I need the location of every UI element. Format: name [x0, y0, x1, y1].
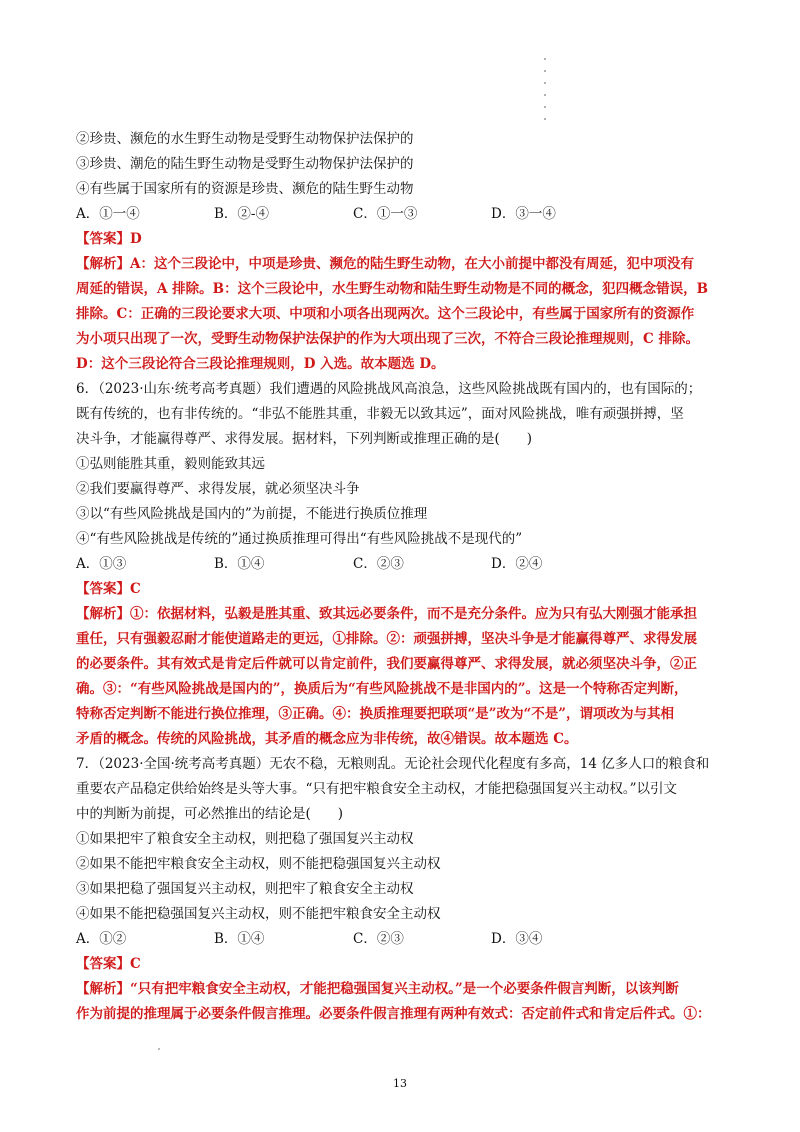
q7-item-4: ④如果不能把稳强国复兴主动权，则不能把牢粮食安全主动权	[76, 906, 441, 922]
q5-options	[76, 205, 740, 223]
q7-stem-line: 中的判断为前提，可必然推出的结论是( )	[76, 806, 344, 822]
q6-analysis-line: 特称否定判断不能进行换位推理，③正确。④：换质推理要把联项“是”改为“不是”，谓项改为与其相	[76, 706, 675, 722]
q7-options	[76, 930, 740, 948]
q5-item-2: ②珍贵、濒危的水生野生动物是受野生动物保护法保护的	[76, 131, 414, 147]
q6-analysis-line: 确。③：“有些风险挑战是国内的”，换质后为“有些风险挑战不是非国内的”。这是一个特称否定判断，	[76, 681, 688, 697]
margin-dots	[543, 58, 549, 130]
dot	[544, 70, 546, 72]
q6-options	[76, 555, 740, 573]
q5-answer: 【答案】D	[76, 231, 142, 247]
q6-option-d: D．②④	[491, 556, 543, 572]
q7-option-a: A．①②	[76, 931, 127, 947]
q7-item-3: ③如果把稳了强国复兴主动权，则把牢了粮食安全主动权	[76, 881, 414, 897]
q7-item-1: ①如果把牢了粮食安全主动权，则把稳了强国复兴主动权	[76, 831, 414, 847]
q6-item-1: ①弘则能胜其重，毅则能致其远	[76, 456, 265, 472]
q6-stem-line: 决斗争，才能赢得尊严、求得发展。据材料，下列判断或推理正确的是( )	[76, 431, 533, 447]
dot	[544, 82, 546, 84]
q5-option-c: C．①一③	[353, 206, 418, 222]
q6-item-3: ③以“有些风险挑战是国内的”为前提，不能进行换质位推理	[76, 506, 428, 522]
dot	[544, 94, 546, 96]
q5-item-4: ④有些属于国家所有的资源是珍贵、濒危的陆生野生动物	[76, 181, 414, 197]
q6-analysis-line: 【解析】①：依据材料，弘毅是胜其重、致其远必要条件，而不是充分条件。应为只有弘大刚强才能承担	[76, 606, 697, 622]
q7-item-2: ②如果不能把牢粮食安全主动权，则不能把稳强国复兴主动权	[76, 856, 441, 872]
q6-analysis-line: 的必要条件。其有效式是肯定后件就可以肯定前件，我们要赢得尊严、求得发展，就必须坚决斗争，②正	[76, 656, 697, 672]
q6-option-c: C．②③	[353, 556, 404, 572]
q7-stem-line: 重要农产品稳定供给始终是头等大事。“只有把牢粮食安全主动权，才能把稳强国复兴主动权。”以引文	[76, 781, 678, 797]
q6-item-2: ②我们要赢得尊严、求得发展，就必须坚决斗争	[76, 481, 360, 497]
q7-analysis-line: 作为前提的推理属于必要条件假言推理。必要条件假言推理有两种有效式：否定前件式和肯定后件式。①：	[76, 1006, 711, 1022]
q7-option-d: D．③④	[491, 931, 543, 947]
q5-analysis-line: D：这个三段论符合三段论推理规则，D 入选。故本题选 D。	[76, 356, 445, 372]
q7-answer: 【答案】C	[76, 956, 141, 972]
q5-option-d: D．③一④	[491, 206, 556, 222]
dot	[544, 106, 546, 108]
q6-analysis-line: 重任，只有强毅忍耐才能使道路走的更远，①排除。②：顽强拼搏，坚决斗争是才能赢得尊严、求得发展	[76, 631, 697, 647]
q5-option-a: A．①一④	[76, 206, 140, 222]
q5-option-b: B．②-④	[214, 206, 269, 222]
q6-stem-line: 6．（2023·山东·统考高考真题）我们遭遇的风险挑战风高浪急，这些风险挑战既有国内的，也有国际的；	[76, 381, 702, 397]
q5-analysis-line: 排除。C：正确的三段论要求大项、中项和小项各出现两次。这个三段论中，有些属于国家所有的资源作	[76, 306, 695, 322]
q5-item-3: ③珍贵、潮危的陆生野生动物是受野生动物保护法保护的	[76, 156, 414, 172]
margin-mark	[158, 1048, 160, 1050]
q6-stem-line: 既有传统的，也有非传统的。“非弘不能胜其重，非毅无以致其远”，面对风险挑战，唯有顽强拼搏，坚	[76, 406, 684, 422]
dot	[544, 58, 546, 60]
q6-option-b: B．①④	[214, 556, 265, 572]
page-number: 13	[393, 1077, 407, 1090]
q7-analysis-line: 【解析】“只有把牢粮食安全主动权，才能把稳强国复兴主动权。”是一个必要条件假言判断，以该判断	[76, 981, 679, 997]
q7-option-c: C．②③	[353, 931, 404, 947]
q6-analysis-line: 矛盾的概念。传统的风险挑战，其矛盾的概念应为非传统，故④错误。故本题选 C。	[76, 731, 578, 747]
dot	[544, 118, 546, 120]
q6-item-4: ④“有些风险挑战是传统的”通过换质推理可得出“有些风险挑战不是现代的”	[76, 531, 523, 547]
q6-answer: 【答案】C	[76, 581, 141, 597]
q6-option-a: A．①③	[76, 556, 127, 572]
q7-option-b: B．①④	[214, 931, 265, 947]
q5-analysis-line: 【解析】A：这个三段论中，中项是珍贵、濒危的陆生野生动物，在大小前提中都没有周延，犯中项没有	[76, 256, 694, 272]
q7-stem-line: 7．（2023·全国·统考高考真题）无农不稳，无粮则乱。无论社会现代化程度有多高，14 亿多人口的粮食和	[76, 756, 710, 772]
q5-analysis-line: 周延的错误，A 排除。B：这个三段论中，水生野生动物和陆生野生动物是不同的概念，犯四概念错误，B	[76, 281, 708, 297]
q5-analysis-line: 为小项只出现了一次，受野生动物保护法保护的作为大项出现了三次，不符合三段论推理规则，C 排除。	[76, 331, 699, 347]
